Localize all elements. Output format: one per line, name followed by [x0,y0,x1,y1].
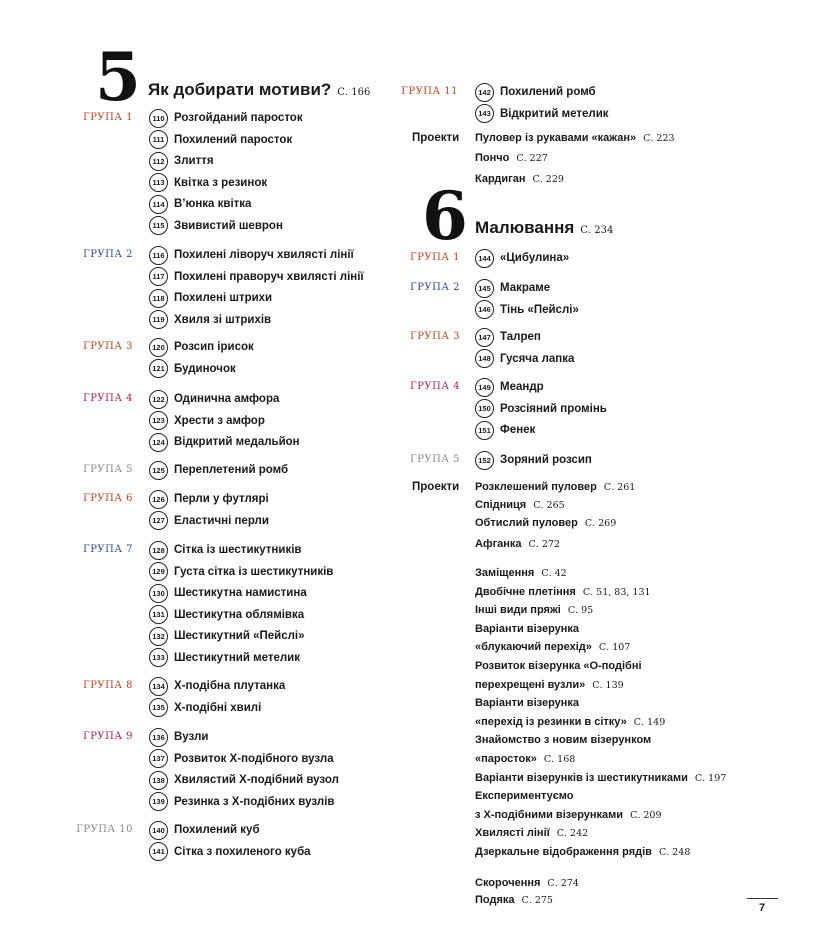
entry-text: Скорочення [475,877,541,889]
group-label: ГРУПА 10 [76,824,133,835]
item-number-badge: 150 [475,399,494,418]
project-entry [475,173,564,185]
item-number-badge: 112 [149,152,168,171]
item-title: «Цибулина» [500,252,570,264]
extra-entry [475,623,579,635]
item-number-badge: 122 [149,390,168,409]
item-title: Макраме [500,282,551,294]
item-title: Відкритий метелик [500,107,609,120]
extra-entry [475,753,575,765]
group-label: ГРУПА 5 [410,454,460,465]
page-ref: С. 227 [516,153,548,164]
item-number-badge: 149 [475,378,494,397]
entry-text: «перехід із резинки в сітку» [475,715,627,728]
item-title: Розвиток Х-подібного вузла [174,752,334,765]
entry-text: «паросток» [475,753,537,765]
group-label: ГРУПА 4 [410,381,460,392]
entry-text: «блукаючий перехід» [475,641,592,654]
list-item [149,749,334,769]
entry-text: Пуловер із рукавами «кажан» [475,132,637,144]
list-item [149,173,267,193]
page-ref: С. 269 [584,518,617,529]
list-item [475,248,569,268]
page-ref: С. 95 [567,605,594,617]
item-title: Зоряний розсип [500,454,592,466]
item-title: Фенек [500,424,536,436]
list-item [475,450,592,470]
item-title: Гусяча лапка [500,352,575,365]
entry-text: Пончо [475,152,510,164]
item-number-badge: 125 [149,461,168,480]
list-item [149,460,288,480]
list-item [149,489,269,509]
item-number-badge: 134 [149,677,168,696]
entry-text: Кардиган [475,173,526,185]
item-number-badge: 133 [149,648,168,667]
item-title: Тінь «Пейслі» [500,303,579,316]
extra-entry [475,697,579,709]
list-item [149,562,333,582]
item-title: Похилені праворуч хвилясті лінії [174,270,364,283]
item-title: Вузли [174,731,209,743]
item-number-badge: 110 [149,109,168,128]
item-title: Меандр [500,381,544,393]
page-ref: С. 272 [528,539,560,550]
item-title: Будиночок [174,362,236,375]
list-item [149,288,272,308]
item-title: Злиття [174,155,214,167]
item-title: Розсип ірисок [174,341,254,353]
entry-text: Афганка [475,538,522,550]
page-ref: С. 139 [592,679,624,691]
item-number-badge: 141 [149,842,168,861]
extra-entry [475,809,662,821]
item-number-badge: 144 [475,249,494,268]
page-ref: С. 234 [580,225,614,236]
item-number-badge: 124 [149,433,168,452]
item-title: Звивистий шеврон [174,219,283,232]
list-item [149,698,261,718]
section-number: 5 [95,38,141,116]
item-number-badge: 137 [149,749,168,768]
item-title: Відкритий медальйон [174,436,300,448]
group-label: ГРУПА 11 [401,86,458,97]
page-ref: С. 229 [532,174,564,185]
entry-text: Варіанти візерунка [475,697,580,710]
item-number-badge: 140 [149,821,168,840]
page-ref: С. 242 [556,828,589,840]
extra-entry [475,846,690,858]
entry-text: Заміщення [475,567,535,579]
group-label: ГРУПА 3 [410,331,460,342]
extra-entry [475,716,665,728]
item-title: Хвилястий Х-подібний вузол [174,774,339,786]
extra-entry [475,877,579,889]
group-label: ГРУПА 1 [83,112,133,123]
list-item [149,540,301,560]
page-ref: С. 42 [541,568,567,579]
group-label: ГРУПА 8 [83,680,133,691]
group-label: ГРУПА 4 [83,393,133,404]
list-item [475,278,550,298]
extra-entry [475,772,726,784]
entry-text: Обтислий пуловер [475,517,578,529]
group-label: ГРУПА 7 [83,544,133,555]
item-number-badge: 145 [475,279,494,298]
page-ref: С. 168 [543,754,576,765]
item-number-badge: 147 [475,328,494,347]
group-label: ГРУПА 1 [410,252,460,263]
page-ref: С. 223 [643,133,675,144]
item-title: В’юнка квітка [174,198,252,210]
item-number-badge: 126 [149,490,168,509]
list-item [149,727,209,747]
group-label: ГРУПА 6 [83,493,133,504]
list-item [149,245,354,265]
list-item [149,648,300,668]
item-title: Густа сітка із шестикутників [174,565,334,578]
item-title: Переплетений ромб [174,464,289,476]
page-ref: С. 197 [694,772,727,784]
extra-entry [475,734,651,746]
extra-entry [475,567,567,579]
item-number-badge: 152 [475,451,494,470]
item-number-badge: 118 [149,289,168,308]
extra-entry [475,660,642,672]
page-ref: С. 51, 83, 131 [582,586,651,598]
item-title: Хрести з амфор [174,414,265,427]
item-title: Х-подібні хвилі [174,701,262,714]
list-item [149,583,307,603]
list-item [149,267,364,287]
item-number-badge: 129 [149,562,168,581]
project-entry [475,152,548,164]
project-entry [475,538,560,550]
project-entry [475,481,635,493]
extra-entry [475,827,588,839]
item-title: Шестикутна облямівка [174,608,305,621]
list-item [475,327,541,347]
project-entry [475,517,616,529]
entry-text: Дзеркальне відображення рядів [475,846,652,858]
page-ref: С. 107 [598,642,631,654]
item-title: Шестикутний метелик [174,651,301,664]
item-title: Шестикутна намистина [174,587,307,599]
item-number-badge: 138 [149,771,168,790]
list-item [149,511,269,531]
list-item [149,770,339,790]
item-number-badge: 114 [149,195,168,214]
item-number-badge: 127 [149,511,168,530]
extra-entry [475,679,624,691]
item-title: Резинка з Х-подібних вузлів [174,795,335,808]
extra-entry [475,604,593,616]
item-title: Похилені штрихи [174,292,273,304]
list-item [149,820,260,840]
item-title: Еластичні перли [174,514,269,527]
projects-label: Проекти [412,132,460,144]
section-title [148,80,370,100]
list-item [149,605,304,625]
list-item [149,130,292,150]
list-item [149,359,236,379]
item-title: Розгойданий паросток [174,112,303,124]
list-item [149,337,254,357]
item-title: Похилений ромб [500,86,596,98]
list-item [475,399,607,419]
group-label: ГРУПА 2 [83,249,133,260]
entry-text: Розклешений пуловер [475,481,597,493]
item-number-badge: 148 [475,349,494,368]
entry-text: Спідниця [475,499,527,511]
list-item [149,194,251,214]
list-item [475,300,579,320]
section-title [475,218,613,238]
entry-text: Розвиток візерунка «О-подібні [475,660,642,672]
list-item [149,216,283,236]
entry-text: Експериментуємо [475,790,574,803]
list-item [475,82,596,102]
entry-text: Інші види пряжі [475,604,561,617]
entry-text: з Х-подібними візерунками [475,808,624,821]
item-title: Розсіяний промінь [500,402,607,415]
extra-entry [475,641,630,653]
entry-text: перехрещені вузли» [475,678,586,691]
item-number-badge: 151 [475,421,494,440]
page-ref: С. 265 [533,500,565,511]
item-title: Перли у футлярі [174,493,269,505]
list-item [475,104,609,124]
entry-text: Хвилясті лінії [475,827,550,840]
list-item [149,626,305,646]
list-item [475,377,544,397]
item-number-badge: 115 [149,216,168,235]
page-ref: С. 275 [521,895,553,906]
item-title: Шестикутний «Пейслі» [174,630,305,642]
project-entry [475,499,565,511]
entry-text: Подяка [475,894,515,906]
item-title: Хвиля зі штрихів [174,313,272,326]
group-label: ГРУПА 5 [83,464,133,475]
item-number-badge: 136 [149,728,168,747]
item-number-badge: 130 [149,584,168,603]
list-item [149,842,311,862]
item-number-badge: 135 [149,698,168,717]
item-number-badge: 117 [149,267,168,286]
item-number-badge: 119 [149,310,168,329]
item-number-badge: 128 [149,541,168,560]
entry-text: Двобічне плетіння [475,585,576,598]
page-ref: С. 248 [658,847,691,858]
item-title: Сітка із шестикутників [174,544,302,556]
extra-entry [475,894,553,906]
page-ref: С. 261 [603,482,636,493]
page-ref: С. 166 [337,87,371,98]
item-title: Сітка з похиленого куба [174,845,311,858]
item-title: Похилений куб [174,824,260,836]
item-number-badge: 121 [149,359,168,378]
section-title-text: Як добирати мотиви? [148,80,332,99]
list-item [475,420,535,440]
item-number-badge: 142 [475,83,494,102]
page-number-rule [747,898,778,899]
entry-text: Варіанти візерунка [475,622,580,635]
list-item [149,676,285,696]
item-title: Талреп [500,331,541,343]
list-item [149,411,265,431]
page-number: 7 [759,902,766,914]
extra-entry [475,790,574,802]
list-item [149,389,279,409]
extra-entry [475,586,651,598]
item-number-badge: 132 [149,627,168,646]
item-title: Квітка з резинок [174,176,268,189]
entry-text: Знайомство з новим візерунком [475,734,652,747]
item-title: Похилені ліворуч хвилясті лінії [174,249,354,261]
list-item [475,349,574,369]
list-item [149,432,300,452]
section-title-text: Малювання [475,218,575,237]
page-ref: С. 149 [633,716,666,728]
item-number-badge: 111 [149,130,168,149]
section-number: 6 [422,177,468,255]
item-title: Похилений паросток [174,133,293,146]
list-item [149,151,214,171]
group-label: ГРУПА 3 [83,341,133,352]
project-entry [475,132,675,144]
list-item [149,310,271,330]
page-ref: С. 209 [630,809,662,821]
list-item [149,792,334,812]
group-label: ГРУПА 9 [83,731,133,742]
item-number-badge: 146 [475,300,494,319]
list-item [149,108,303,128]
entry-text: Варіанти візерунків із шестикутниками [475,771,688,784]
group-label: ГРУПА 2 [410,282,460,293]
item-number-badge: 116 [149,246,168,265]
page-ref: С. 274 [547,878,579,889]
item-title: Х-подібна плутанка [174,680,286,692]
item-number-badge: 143 [475,104,494,123]
item-number-badge: 120 [149,338,168,357]
item-number-badge: 131 [149,605,168,624]
item-number-badge: 123 [149,411,168,430]
item-title: Одинична амфора [174,393,280,405]
item-number-badge: 113 [149,173,168,192]
projects-label: Проекти [412,481,460,493]
item-number-badge: 139 [149,792,168,811]
